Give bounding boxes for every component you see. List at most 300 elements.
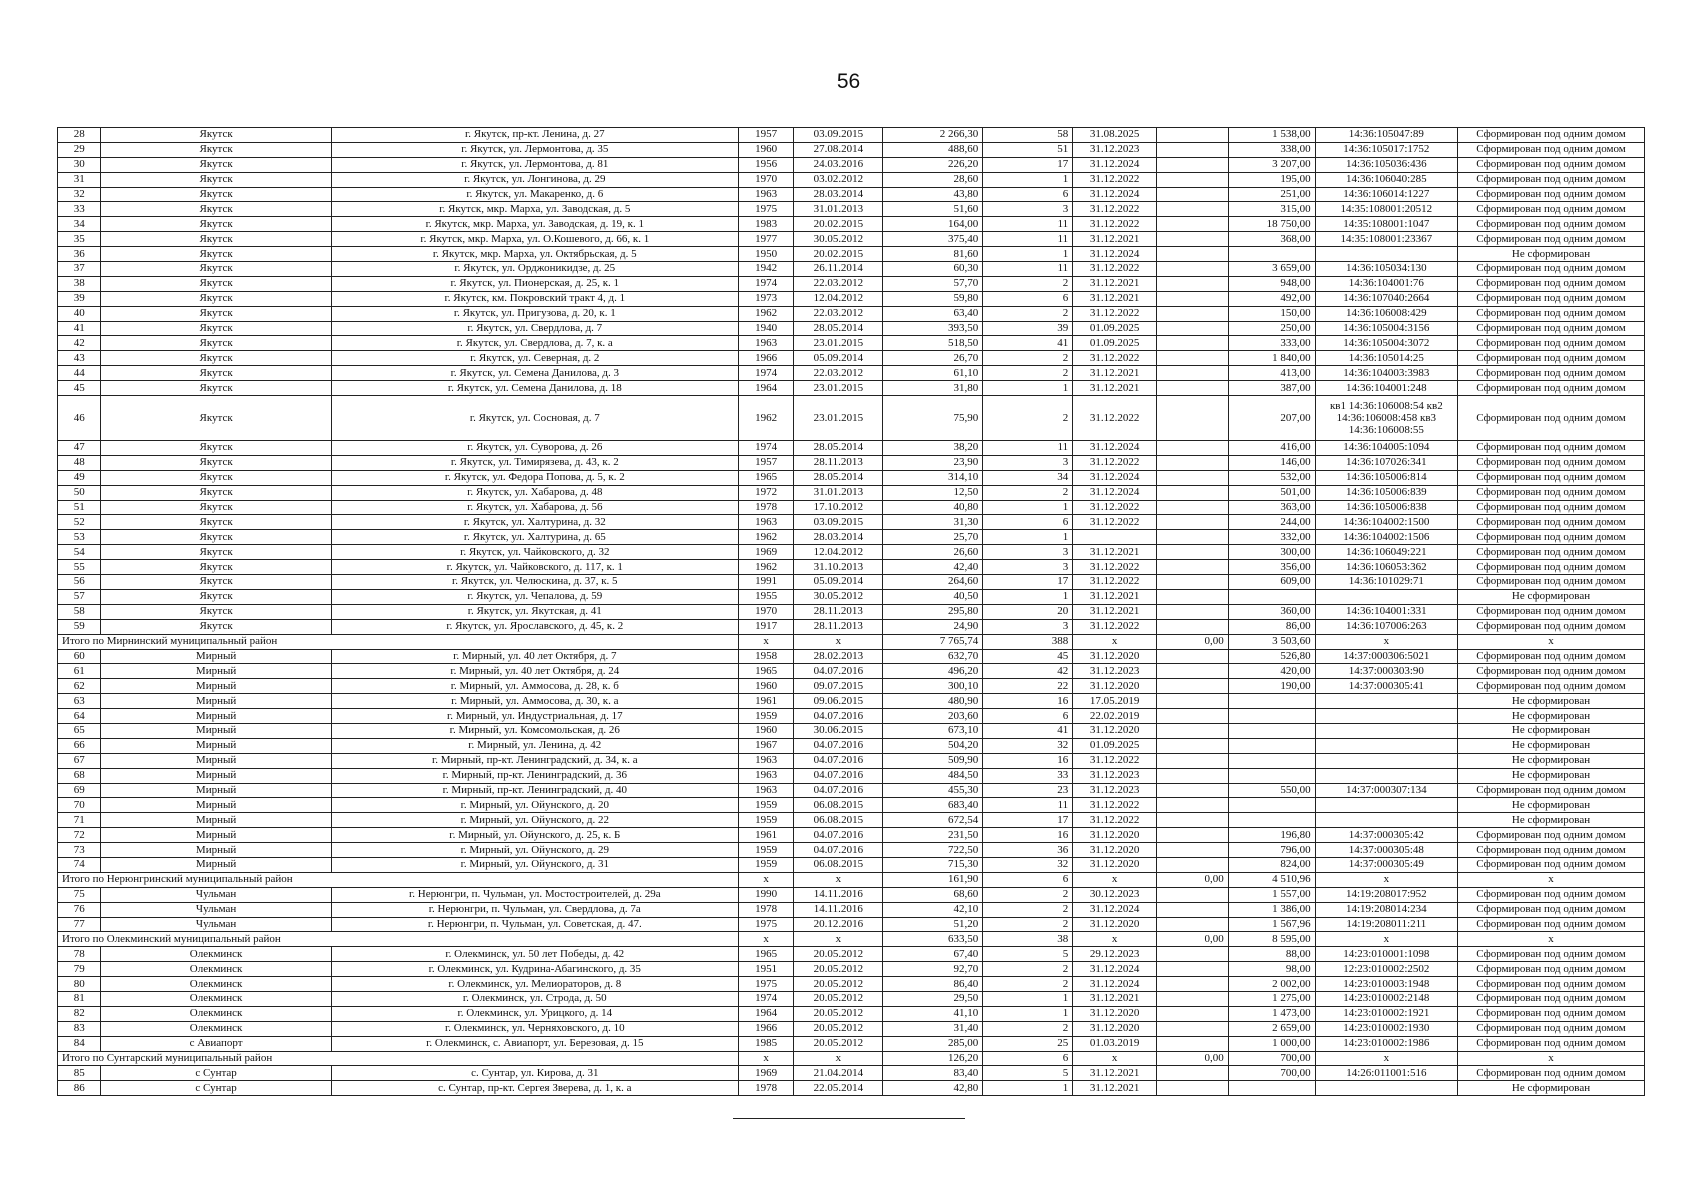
build-year: 1966 xyxy=(738,351,794,366)
cell-empty xyxy=(1157,902,1229,917)
cell-empty xyxy=(1157,530,1229,545)
relocation-date: 01.09.2025 xyxy=(1073,738,1157,753)
land-area: 88,00 xyxy=(1228,947,1315,962)
subtotal-date: х xyxy=(794,932,883,947)
land-status: Сформирован под одним домом xyxy=(1458,381,1645,396)
cadastral-number xyxy=(1315,723,1457,738)
residents: 16 xyxy=(983,753,1073,768)
relocation-date: 31.12.2021 xyxy=(1073,1081,1157,1096)
area: 25,70 xyxy=(883,530,983,545)
residents: 1 xyxy=(983,500,1073,515)
land-area: 195,00 xyxy=(1228,172,1315,187)
land-status: Сформирован под одним домом xyxy=(1458,291,1645,306)
residents: 3 xyxy=(983,560,1073,575)
area: 31,40 xyxy=(883,1021,983,1036)
area: 75,90 xyxy=(883,396,983,441)
emergency-date: 20.05.2012 xyxy=(794,962,883,977)
table-row xyxy=(58,977,1645,992)
land-status: Сформирован под одним домом xyxy=(1458,441,1645,456)
table-row xyxy=(58,336,1645,351)
emergency-date: 20.02.2015 xyxy=(794,247,883,262)
subtotal-cadastral: х xyxy=(1315,634,1457,649)
build-year: 1958 xyxy=(738,649,794,664)
relocation-date: 31.12.2020 xyxy=(1073,649,1157,664)
land-area: 550,00 xyxy=(1228,783,1315,798)
subtotal-land-area: 3 503,60 xyxy=(1228,634,1315,649)
relocation-date: 31.12.2022 xyxy=(1073,202,1157,217)
row-number: 86 xyxy=(58,1081,101,1096)
settlement: Якутск xyxy=(101,366,331,381)
cell-empty xyxy=(1157,857,1229,872)
relocation-date: 31.12.2021 xyxy=(1073,589,1157,604)
cadastral-number xyxy=(1315,753,1457,768)
residents: 36 xyxy=(983,843,1073,858)
emergency-date: 04.07.2016 xyxy=(794,843,883,858)
address: г. Якутск, ул. Семена Данилова, д. 3 xyxy=(331,366,738,381)
relocation-date: 29.12.2023 xyxy=(1073,947,1157,962)
row-number: 49 xyxy=(58,470,101,485)
row-number: 73 xyxy=(58,843,101,858)
row-number: 54 xyxy=(58,545,101,560)
area: 81,60 xyxy=(883,247,983,262)
relocation-date: 31.12.2020 xyxy=(1073,723,1157,738)
subtotal-residents: 6 xyxy=(983,1051,1073,1066)
emergency-date: 12.04.2012 xyxy=(794,291,883,306)
cadastral-number: 14:36:106008:429 xyxy=(1315,306,1457,321)
subtotal-land-area: 4 510,96 xyxy=(1228,872,1315,887)
row-number: 57 xyxy=(58,589,101,604)
build-year: 1963 xyxy=(738,515,794,530)
area: 673,10 xyxy=(883,723,983,738)
cadastral-number: 14:36:106053:362 xyxy=(1315,560,1457,575)
table-row xyxy=(58,783,1645,798)
emergency-date: 31.01.2013 xyxy=(794,485,883,500)
build-year: 1963 xyxy=(738,187,794,202)
address: г. Олекминск, с. Авиапорт, ул. Березовая, д. 15 xyxy=(331,1036,738,1051)
relocation-date: 31.12.2022 xyxy=(1073,753,1157,768)
area: 264,60 xyxy=(883,575,983,590)
land-area: 420,00 xyxy=(1228,664,1315,679)
relocation-date: 31.12.2022 xyxy=(1073,798,1157,813)
land-area: 700,00 xyxy=(1228,1066,1315,1081)
settlement: Якутск xyxy=(101,232,331,247)
address: с. Сунтар, ул. Кирова, д. 31 xyxy=(331,1066,738,1081)
build-year: 1962 xyxy=(738,306,794,321)
residents: 41 xyxy=(983,723,1073,738)
cadastral-number: 14:36:106049:221 xyxy=(1315,545,1457,560)
build-year: 1965 xyxy=(738,664,794,679)
address: г. Якутск, ул. Макаренко, д. 6 xyxy=(331,187,738,202)
settlement: Якутск xyxy=(101,276,331,291)
build-year: 1955 xyxy=(738,589,794,604)
residents: 2 xyxy=(983,887,1073,902)
land-status: Сформирован под одним домом xyxy=(1458,1036,1645,1051)
settlement: Мирный xyxy=(101,798,331,813)
subtotal-row xyxy=(58,1051,1645,1066)
address: г. Якутск, ул. Чайковского, д. 32 xyxy=(331,545,738,560)
land-area: 948,00 xyxy=(1228,276,1315,291)
area: 57,70 xyxy=(883,276,983,291)
build-year: 1975 xyxy=(738,977,794,992)
address: г. Олекминск, ул. Мелиораторов, д. 8 xyxy=(331,977,738,992)
area: 38,20 xyxy=(883,441,983,456)
cadastral-number: 14:36:107040:2664 xyxy=(1315,291,1457,306)
cell-empty xyxy=(1157,679,1229,694)
settlement: с Сунтар xyxy=(101,1081,331,1096)
row-number: 53 xyxy=(58,530,101,545)
land-status: Сформирован под одним домом xyxy=(1458,604,1645,619)
row-number: 82 xyxy=(58,1006,101,1021)
land-area: 150,00 xyxy=(1228,306,1315,321)
row-number: 40 xyxy=(58,306,101,321)
cell-empty xyxy=(1157,813,1229,828)
cell-empty xyxy=(1157,202,1229,217)
row-number: 67 xyxy=(58,753,101,768)
land-area: 796,00 xyxy=(1228,843,1315,858)
row-number: 29 xyxy=(58,142,101,157)
table-row xyxy=(58,723,1645,738)
land-area: 532,00 xyxy=(1228,470,1315,485)
settlement: Якутск xyxy=(101,575,331,590)
row-number: 56 xyxy=(58,575,101,590)
residents: 11 xyxy=(983,232,1073,247)
emergency-date: 06.08.2015 xyxy=(794,813,883,828)
cell-empty xyxy=(1157,485,1229,500)
emergency-date: 31.01.2013 xyxy=(794,202,883,217)
cadastral-number: 14:36:104002:1506 xyxy=(1315,530,1457,545)
emergency-date: 22.03.2012 xyxy=(794,366,883,381)
row-number: 28 xyxy=(58,128,101,143)
land-area: 1 386,00 xyxy=(1228,902,1315,917)
table-row xyxy=(58,560,1645,575)
land-area: 416,00 xyxy=(1228,441,1315,456)
cadastral-number: 14:36:104001:76 xyxy=(1315,276,1457,291)
cell-empty xyxy=(1157,366,1229,381)
cadastral-number: 14:36:105004:3072 xyxy=(1315,336,1457,351)
land-status: Сформирован под одним домом xyxy=(1458,351,1645,366)
subtotal-area: 633,50 xyxy=(883,932,983,947)
row-number: 64 xyxy=(58,709,101,724)
residents: 1 xyxy=(983,530,1073,545)
address: г. Якутск, ул. Северная, д. 2 xyxy=(331,351,738,366)
cadastral-number xyxy=(1315,1081,1457,1096)
relocation-date: 01.03.2019 xyxy=(1073,1036,1157,1051)
residents: 2 xyxy=(983,917,1073,932)
subtotal-status: х xyxy=(1458,932,1645,947)
land-area: 1 557,00 xyxy=(1228,887,1315,902)
footer-divider xyxy=(733,1118,965,1119)
area: 51,20 xyxy=(883,917,983,932)
cell-empty xyxy=(1157,649,1229,664)
row-number: 47 xyxy=(58,441,101,456)
table-row xyxy=(58,664,1645,679)
emergency-date: 12.04.2012 xyxy=(794,545,883,560)
residents: 32 xyxy=(983,738,1073,753)
relocation-date: 31.12.2024 xyxy=(1073,485,1157,500)
area: 285,00 xyxy=(883,1036,983,1051)
table-row xyxy=(58,843,1645,858)
cadastral-number: 14:19:208011:211 xyxy=(1315,917,1457,932)
address: г. Олекминск, ул. Строда, д. 50 xyxy=(331,991,738,1006)
emergency-date: 28.05.2014 xyxy=(794,470,883,485)
residents: 2 xyxy=(983,1021,1073,1036)
land-status: Не сформирован xyxy=(1458,247,1645,262)
cadastral-number: 14:23:010002:2148 xyxy=(1315,991,1457,1006)
cadastral-number: 14:36:101029:71 xyxy=(1315,575,1457,590)
land-status: Сформирован под одним домом xyxy=(1458,1021,1645,1036)
residents: 11 xyxy=(983,217,1073,232)
cell-empty xyxy=(1157,545,1229,560)
area: 26,70 xyxy=(883,351,983,366)
settlement: Олекминск xyxy=(101,1021,331,1036)
address: г. Нерюнгри, п. Чульман, ул. Советская, д. 47. xyxy=(331,917,738,932)
build-year: 1965 xyxy=(738,470,794,485)
cell-empty xyxy=(1157,172,1229,187)
build-year: 1962 xyxy=(738,530,794,545)
settlement: Мирный xyxy=(101,679,331,694)
emergency-date: 14.11.2016 xyxy=(794,902,883,917)
subtotal-date: х xyxy=(794,872,883,887)
land-status: Сформирован под одним домом xyxy=(1458,217,1645,232)
land-area: 332,00 xyxy=(1228,530,1315,545)
build-year: 1940 xyxy=(738,321,794,336)
relocation-date: 31.12.2024 xyxy=(1073,977,1157,992)
cadastral-number: 14:36:105006:814 xyxy=(1315,470,1457,485)
cadastral-number: 14:36:105004:3156 xyxy=(1315,321,1457,336)
cell-empty xyxy=(1157,157,1229,172)
land-area: 300,00 xyxy=(1228,545,1315,560)
table-row xyxy=(58,247,1645,262)
emergency-date: 21.04.2014 xyxy=(794,1066,883,1081)
land-area xyxy=(1228,738,1315,753)
residents: 51 xyxy=(983,142,1073,157)
residents: 25 xyxy=(983,1036,1073,1051)
cell-empty xyxy=(1157,455,1229,470)
relocation-date: 31.12.2024 xyxy=(1073,902,1157,917)
land-status: Сформирован под одним домом xyxy=(1458,1006,1645,1021)
land-status: Сформирован под одним домом xyxy=(1458,455,1645,470)
table-row xyxy=(58,962,1645,977)
build-year: 1960 xyxy=(738,142,794,157)
build-year: 1975 xyxy=(738,202,794,217)
row-number: 84 xyxy=(58,1036,101,1051)
residents: 16 xyxy=(983,694,1073,709)
land-area: 1 473,00 xyxy=(1228,1006,1315,1021)
settlement: Якутск xyxy=(101,128,331,143)
area: 43,80 xyxy=(883,187,983,202)
row-number: 74 xyxy=(58,857,101,872)
cadastral-number: 14:36:107006:263 xyxy=(1315,619,1457,634)
table-row xyxy=(58,500,1645,515)
address: г. Олекминск, ул. 50 лет Победы, д. 42 xyxy=(331,947,738,962)
relocation-date: 31.12.2022 xyxy=(1073,619,1157,634)
table-row xyxy=(58,366,1645,381)
address: с. Сунтар, пр-кт. Сергея Зверева, д. 1, к. а xyxy=(331,1081,738,1096)
area: 722,50 xyxy=(883,843,983,858)
emergency-date: 31.10.2013 xyxy=(794,560,883,575)
land-status: Сформирован под одним домом xyxy=(1458,947,1645,962)
settlement: Якутск xyxy=(101,351,331,366)
row-number: 42 xyxy=(58,336,101,351)
cadastral-number: 14:35:108001:23367 xyxy=(1315,232,1457,247)
build-year: 1977 xyxy=(738,232,794,247)
address: г. Якутск, ул. Лермонтова, д. 81 xyxy=(331,157,738,172)
build-year: 1963 xyxy=(738,753,794,768)
address: г. Якутск, ул. Свердлова, д. 7, к. а xyxy=(331,336,738,351)
cadastral-number: 14:36:105006:838 xyxy=(1315,500,1457,515)
area: 28,60 xyxy=(883,172,983,187)
cell-empty xyxy=(1157,991,1229,1006)
cadastral-number: 14:35:108001:20512 xyxy=(1315,202,1457,217)
relocation-date: 01.09.2025 xyxy=(1073,321,1157,336)
relocation-date: 31.12.2020 xyxy=(1073,828,1157,843)
area: 295,80 xyxy=(883,604,983,619)
row-number: 79 xyxy=(58,962,101,977)
table-row xyxy=(58,396,1645,441)
cadastral-number: 14:19:208017:952 xyxy=(1315,887,1457,902)
land-status: Сформирован под одним домом xyxy=(1458,902,1645,917)
residents: 3 xyxy=(983,545,1073,560)
area: 496,20 xyxy=(883,664,983,679)
relocation-date: 31.12.2024 xyxy=(1073,962,1157,977)
table-row xyxy=(58,187,1645,202)
table-row xyxy=(58,202,1645,217)
cadastral-number xyxy=(1315,709,1457,724)
residents: 2 xyxy=(983,977,1073,992)
relocation-date: 31.12.2021 xyxy=(1073,545,1157,560)
residents: 6 xyxy=(983,515,1073,530)
row-number: 30 xyxy=(58,157,101,172)
cadastral-number: 14:23:010002:1930 xyxy=(1315,1021,1457,1036)
build-year: 1978 xyxy=(738,1081,794,1096)
build-year: 1962 xyxy=(738,396,794,441)
table-row xyxy=(58,768,1645,783)
cadastral-number xyxy=(1315,768,1457,783)
cell-empty xyxy=(1157,142,1229,157)
emergency-date: 23.01.2015 xyxy=(794,336,883,351)
emergency-date: 20.05.2012 xyxy=(794,1036,883,1051)
settlement: Якутск xyxy=(101,604,331,619)
subtotal-status: х xyxy=(1458,872,1645,887)
settlement: Якутск xyxy=(101,530,331,545)
land-area xyxy=(1228,247,1315,262)
build-year: 1942 xyxy=(738,262,794,277)
land-area: 3 207,00 xyxy=(1228,157,1315,172)
row-number: 34 xyxy=(58,217,101,232)
residents: 6 xyxy=(983,709,1073,724)
settlement: Мирный xyxy=(101,753,331,768)
land-area: 18 750,00 xyxy=(1228,217,1315,232)
address: г. Якутск, ул. Якутская, д. 41 xyxy=(331,604,738,619)
residents: 22 xyxy=(983,679,1073,694)
cadastral-number: 14:37:000303:90 xyxy=(1315,664,1457,679)
land-area: 86,00 xyxy=(1228,619,1315,634)
table-row xyxy=(58,1021,1645,1036)
land-status: Не сформирован xyxy=(1458,753,1645,768)
settlement: Якутск xyxy=(101,560,331,575)
row-number: 68 xyxy=(58,768,101,783)
row-number: 50 xyxy=(58,485,101,500)
relocation-date: 31.12.2021 xyxy=(1073,1066,1157,1081)
emergency-date: 03.09.2015 xyxy=(794,515,883,530)
row-number: 37 xyxy=(58,262,101,277)
subtotal-year: х xyxy=(738,1051,794,1066)
settlement: Якутск xyxy=(101,381,331,396)
emergency-date: 30.05.2012 xyxy=(794,589,883,604)
land-status: Сформирован под одним домом xyxy=(1458,991,1645,1006)
residents: 2 xyxy=(983,962,1073,977)
residents: 20 xyxy=(983,604,1073,619)
land-area xyxy=(1228,1081,1315,1096)
relocation-date: 31.12.2022 xyxy=(1073,262,1157,277)
subtotal-land-area: 700,00 xyxy=(1228,1051,1315,1066)
cell-empty xyxy=(1157,217,1229,232)
row-number: 60 xyxy=(58,649,101,664)
subtotal-relocation: х xyxy=(1073,1051,1157,1066)
emergency-date: 17.10.2012 xyxy=(794,500,883,515)
subtotal-cadastral: х xyxy=(1315,1051,1457,1066)
subtotal-row xyxy=(58,932,1645,947)
emergency-date: 04.07.2016 xyxy=(794,828,883,843)
relocation-date: 31.12.2022 xyxy=(1073,306,1157,321)
residents: 2 xyxy=(983,366,1073,381)
land-status: Сформирован под одним домом xyxy=(1458,664,1645,679)
subtotal-cadastral: х xyxy=(1315,932,1457,947)
build-year: 1963 xyxy=(738,336,794,351)
settlement: Мирный xyxy=(101,738,331,753)
build-year: 1951 xyxy=(738,962,794,977)
land-area: 824,00 xyxy=(1228,857,1315,872)
residents: 11 xyxy=(983,262,1073,277)
row-number: 48 xyxy=(58,455,101,470)
subtotal-amount: 0,00 xyxy=(1157,634,1229,649)
table-row xyxy=(58,649,1645,664)
address: г. Мирный, ул. Индустриальная, д. 17 xyxy=(331,709,738,724)
build-year: 1950 xyxy=(738,247,794,262)
cadastral-number xyxy=(1315,247,1457,262)
land-area: 413,00 xyxy=(1228,366,1315,381)
table-row xyxy=(58,709,1645,724)
area: 393,50 xyxy=(883,321,983,336)
row-number: 65 xyxy=(58,723,101,738)
settlement: Якутск xyxy=(101,172,331,187)
residents: 17 xyxy=(983,157,1073,172)
build-year: 1959 xyxy=(738,709,794,724)
emergency-date: 30.06.2015 xyxy=(794,723,883,738)
settlement: Якутск xyxy=(101,619,331,634)
residents: 5 xyxy=(983,1066,1073,1081)
table-row xyxy=(58,172,1645,187)
build-year: 1959 xyxy=(738,857,794,872)
emergency-date: 20.05.2012 xyxy=(794,977,883,992)
land-area: 3 659,00 xyxy=(1228,262,1315,277)
land-area: 333,00 xyxy=(1228,336,1315,351)
relocation-date: 31.12.2021 xyxy=(1073,991,1157,1006)
subtotal-cadastral: х xyxy=(1315,872,1457,887)
emergency-date: 09.07.2015 xyxy=(794,679,883,694)
cell-empty xyxy=(1157,232,1229,247)
settlement: Якутск xyxy=(101,202,331,217)
table-row xyxy=(58,798,1645,813)
build-year: 1990 xyxy=(738,887,794,902)
relocation-date: 30.12.2023 xyxy=(1073,887,1157,902)
address: г. Якутск, ул. Семена Данилова, д. 18 xyxy=(331,381,738,396)
row-number: 63 xyxy=(58,694,101,709)
residents: 33 xyxy=(983,768,1073,783)
cell-empty xyxy=(1157,947,1229,962)
relocation-date: 31.08.2025 xyxy=(1073,128,1157,143)
cell-empty xyxy=(1157,262,1229,277)
